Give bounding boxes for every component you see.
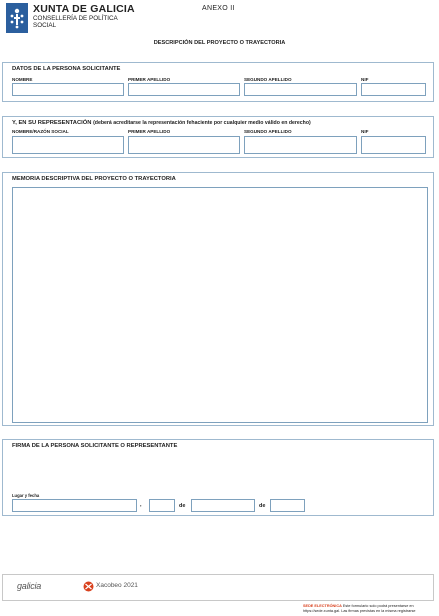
annex-label: ANEXO II [202, 5, 235, 12]
xacobeo-mark-icon [83, 581, 94, 592]
document-header [6, 3, 436, 39]
representative-title: Y, EN SU REPRESENTACIÓN [12, 120, 92, 126]
organization-name [33, 4, 135, 29]
dept-line-1: CONSELLERÍA DE POLÍTICA [33, 15, 118, 22]
signature-section [2, 439, 434, 516]
de-separator-2: de [259, 503, 266, 509]
memoria-textarea[interactable] [12, 187, 428, 423]
rep-surname1-field[interactable] [128, 136, 240, 154]
memoria-section [2, 172, 434, 426]
rep-name-field[interactable] [12, 136, 124, 154]
day-field[interactable] [149, 499, 175, 512]
dept-line-2: SOCIAL [33, 22, 57, 29]
applicant-section [2, 62, 434, 102]
applicant-surname2-field[interactable] [244, 83, 357, 96]
month-field[interactable] [191, 499, 255, 512]
xacobeo-text: Xacobeo 2021 [96, 582, 138, 589]
applicant-nif-field[interactable] [361, 83, 426, 96]
place-date-label: Lugar y fecha [12, 493, 40, 498]
applicant-nif-label: NIF [361, 77, 369, 82]
representative-section-title [12, 120, 311, 126]
galicia-logo: galicia [17, 581, 42, 591]
year-field[interactable] [270, 499, 305, 512]
sede-electronica-label: SEDE ELECTRÓNICA [303, 604, 342, 608]
applicant-name-label: NOMBRE [12, 77, 33, 82]
sede-note-text: Este formulario solo podrá presentarse en https://sede.xunta.gal. Las firmas previstas en la misma registrarse [303, 604, 416, 613]
xunta-coat-of-arms-icon [6, 3, 28, 33]
applicant-surname1-label: PRIMER APELLIDO [128, 77, 171, 82]
representative-note: (deberá acreditarse la representación fehaciente por cualquier medio válido en derecho) [93, 120, 311, 126]
de-separator-1: de [179, 503, 186, 509]
org-name: XUNTA DE GALICIA [33, 3, 135, 15]
rep-nif-field[interactable] [361, 136, 426, 154]
document-title: DESCRIPCIÓN DEL PROYECTO O TRAYECTORIA [153, 40, 286, 46]
applicant-section-title: DATOS DE LA PERSONA SOLICITANTE [12, 66, 121, 72]
representative-section [2, 116, 434, 158]
footer-logos [2, 574, 434, 601]
place-field[interactable] [12, 499, 137, 512]
rep-surname1-label: PRIMER APELLIDO [128, 129, 171, 134]
applicant-surname2-label: SEGUNDO APELLIDO [244, 77, 292, 82]
signature-section-title: FIRMA DE LA PERSONA SOLICITANTE O REPRESENTANTE [12, 443, 178, 449]
comma-separator: , [140, 502, 142, 508]
rep-nif-label: NIF [361, 129, 369, 134]
electronic-office-note [303, 604, 437, 614]
rep-name-label: NOMBRE/RAZÓN SOCIAL [12, 129, 69, 134]
applicant-name-field[interactable] [12, 83, 124, 96]
memoria-section-title: MEMORIA DESCRIPTIVA DEL PROYECTO O TRAYECTORIA [12, 176, 176, 182]
rep-surname2-field[interactable] [244, 136, 357, 154]
rep-surname2-label: SEGUNDO APELLIDO [244, 129, 292, 134]
applicant-surname1-field[interactable] [128, 83, 240, 96]
